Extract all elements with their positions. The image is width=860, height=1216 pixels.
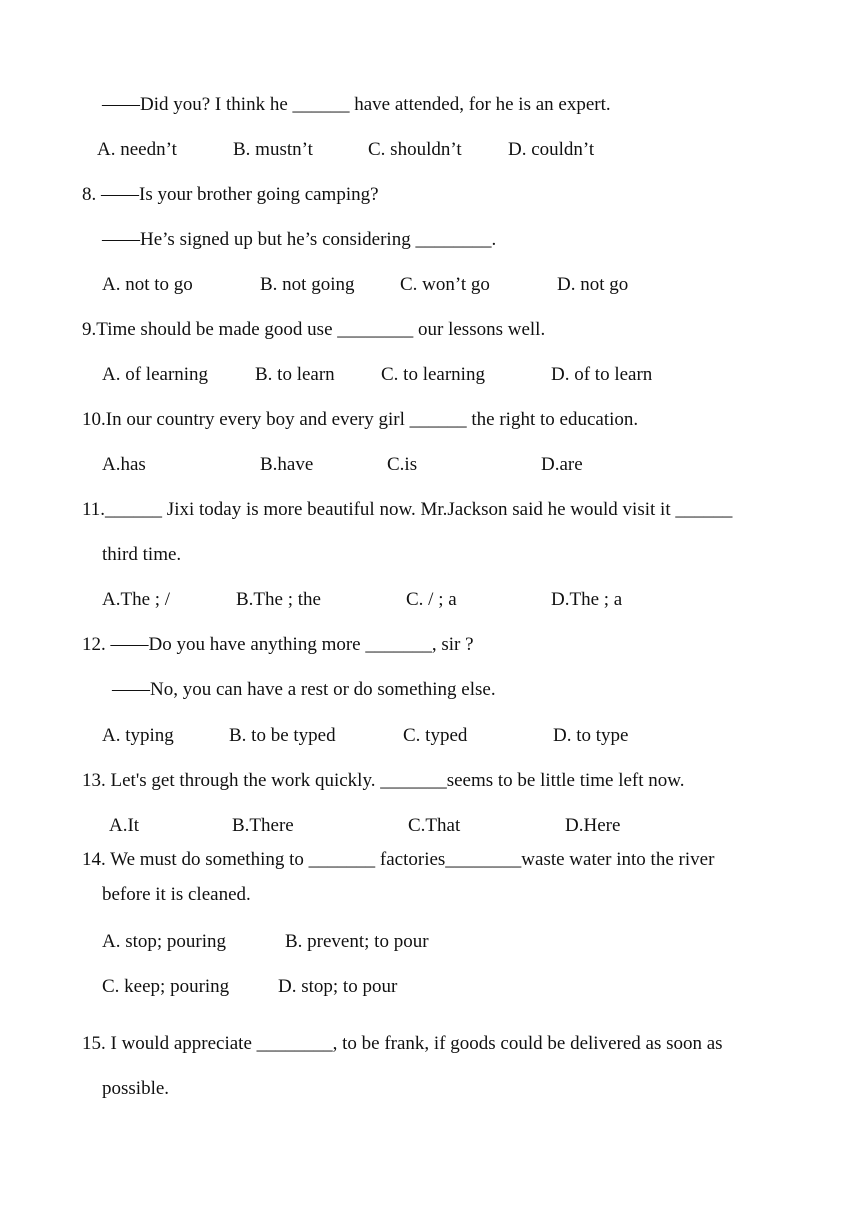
question-7-option-a: A. needn’t [97, 139, 177, 160]
question-12-stem: 12. ——Do you have anything more _______, sir ? [82, 634, 474, 655]
question-11-stem: 11.______ Jixi today is more beautiful now. Mr.Jackson said he would visit it ______ [82, 499, 733, 520]
question-8-response: ——He’s signed up but he’s considering ________. [102, 229, 497, 250]
question-9-option-c: C. to learning [381, 364, 485, 385]
question-12-option-d: D. to type [553, 725, 629, 746]
question-12-option-c: C. typed [403, 725, 468, 746]
question-14-option-a: A. stop; pouring [102, 931, 227, 952]
question-14-option-d: D. stop; to pour [278, 976, 398, 997]
question-12-option-b: B. to be typed [229, 725, 336, 746]
question-8-option-b: B. not going [260, 274, 355, 295]
question-13-option-b: B.There [232, 815, 294, 836]
question-9-stem: 9.Time should be made good use ________ our lessons well. [82, 319, 546, 340]
question-8-option-a: A. not to go [102, 274, 193, 295]
question-8-option-d: D. not go [557, 274, 629, 295]
question-9-option-a: A. of learning [102, 364, 209, 385]
question-12-option-a: A. typing [102, 725, 174, 746]
question-12-response: ——No, you can have a rest or do something else. [112, 679, 496, 700]
question-7-response: ——Did you? I think he ______ have attended, for he is an expert. [102, 94, 611, 115]
question-11-option-c: C. / ; a [406, 589, 457, 610]
question-11-option-b: B.The ; the [236, 589, 321, 610]
question-14-stem: 14. We must do something to _______ factories________waste water into the river [82, 849, 715, 870]
question-7-option-c: C. shouldn’t [368, 139, 462, 160]
question-10-option-b: B.have [260, 454, 314, 475]
question-13-option-d: D.Here [565, 815, 621, 836]
question-7-option-b: B. mustn’t [233, 139, 313, 160]
question-9-option-b: B. to learn [255, 364, 335, 385]
question-10-option-d: D.are [541, 454, 583, 475]
question-11-stem-continued: third time. [102, 544, 182, 565]
question-10-stem: 10.In our country every boy and every girl ______ the right to education. [82, 409, 639, 430]
question-9-option-d: D. of to learn [551, 364, 653, 385]
question-8-stem: 8. ——Is your brother going camping? [82, 184, 379, 205]
question-11-option-d: D.The ; a [551, 589, 623, 610]
question-13-option-c: C.That [408, 815, 461, 836]
question-15-stem-continued: possible. [102, 1078, 170, 1099]
question-7-option-d: D. couldn’t [508, 139, 595, 160]
question-8-option-c: C. won’t go [400, 274, 490, 295]
question-10-option-a: A.has [102, 454, 146, 475]
question-14-option-b: B. prevent; to pour [285, 931, 429, 952]
question-13-option-a: A.It [109, 815, 140, 836]
question-11-option-a: A.The ; / [102, 589, 171, 610]
question-14-stem-continued: before it is cleaned. [102, 884, 251, 905]
question-14-option-c: C. keep; pouring [102, 976, 230, 997]
question-13-stem: 13. Let's get through the work quickly. _______seems to be little time left now. [82, 770, 685, 791]
question-15-stem: 15. I would appreciate ________, to be frank, if goods could be delivered as soon as [82, 1033, 723, 1054]
question-10-option-c: C.is [387, 454, 418, 475]
